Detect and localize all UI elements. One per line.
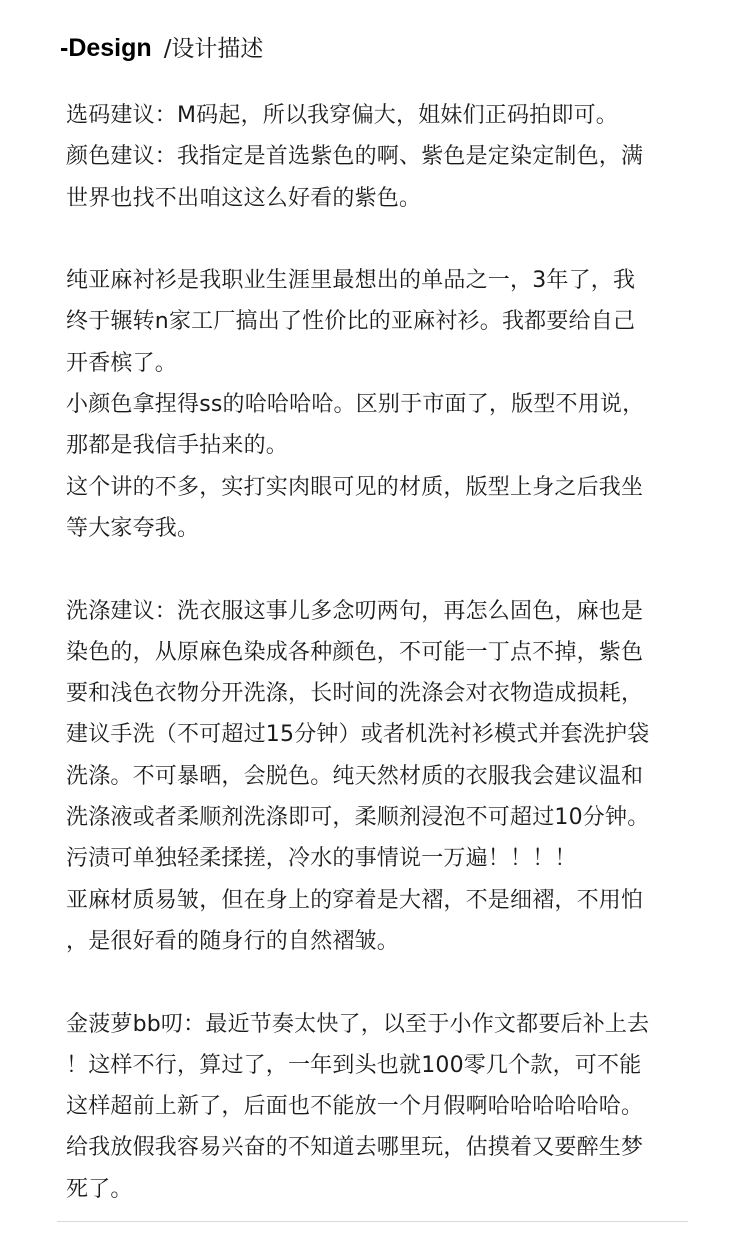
text-line: 纯亚麻衬衫是我职业生涯里最想出的单品之一，3年了，我: [66, 268, 636, 294]
paragraph-designer-note: [66, 1004, 696, 1210]
section-subtitle: /设计描述: [163, 36, 264, 62]
paragraph-spacer: [66, 549, 696, 590]
text-line: 世界也找不出咱这这么好看的紫色。: [66, 185, 422, 211]
text-line: 染色的，从原麻色染成各种颜色，不可能一丁点不掉，紫色: [66, 639, 644, 665]
text-line: 死了。: [66, 1176, 133, 1202]
paragraph-spacer: [66, 219, 696, 260]
text-line: 污渍可单独轻柔揉搓，冷水的事情说一万遍！！！！: [66, 846, 577, 872]
paragraph-size-color: [66, 95, 696, 219]
section-title: -Design: [60, 34, 152, 62]
text-line: 颜色建议：我指定是首选紫色的啊、紫色是定染定制色，满: [66, 144, 644, 170]
paragraph-spacer: [66, 962, 696, 1003]
text-line: 开香槟了。: [66, 350, 178, 376]
paragraph-washing-advice: [66, 591, 696, 963]
text-line: 亚麻材质易皱，但在身上的穿着是大褶，不是细褶，不用怕: [66, 887, 644, 913]
text-line: ！这样不行，算过了，一年到头也就100零几个款，可不能: [66, 1052, 642, 1078]
text-line: 等大家夸我。: [66, 515, 200, 541]
text-line: 终于辗转n家工厂搞出了性价比的亚麻衬衫。我都要给自己: [66, 309, 636, 335]
section-header: [60, 30, 263, 74]
text-line: 洗涤。不可暴晒，会脱色。纯天然材质的衣服我会建议温和: [66, 763, 644, 789]
text-line: 这个讲的不多，实打实肉眼可见的材质，版型上身之后我坐: [66, 474, 644, 500]
text-line: 小颜色拿捏得ss的哈哈哈哈。区别于市面了，版型不用说，: [66, 392, 645, 418]
text-line: 洗涤液或者柔顺剂洗涤即可，柔顺剂浸泡不可超过10分钟。: [66, 805, 650, 831]
text-line: 金菠萝bb叨：最近节奏太快了，以至于小作文都要后补上去: [66, 1011, 650, 1037]
bottom-divider: [57, 1221, 688, 1222]
text-line: 选码建议：M码起，所以我穿偏大，姐妹们正码拍即可。: [66, 103, 618, 128]
text-line: 那都是我信手拈来的。: [66, 433, 289, 459]
description-body: [66, 95, 696, 1210]
text-line: 给我放假我容易兴奋的不知道去哪里玩，估摸着又要醉生梦: [66, 1135, 644, 1161]
text-line: ，是很好看的随身行的自然褶皱。: [66, 928, 400, 954]
text-line: 洗涤建议：洗衣服这事儿多念叨两句，再怎么固色，麻也是: [66, 598, 644, 624]
text-line: 这样超前上新了，后面也不能放一个月假啊哈哈哈哈哈哈。: [66, 1094, 644, 1120]
text-line: 建议手洗（不可超过15分钟）或者机洗衬衫模式并套洗护袋: [66, 722, 650, 748]
text-line: 要和浅色衣物分开洗涤，长时间的洗涤会对衣物造成损耗，: [66, 681, 644, 707]
paragraph-product-story: [66, 260, 696, 549]
